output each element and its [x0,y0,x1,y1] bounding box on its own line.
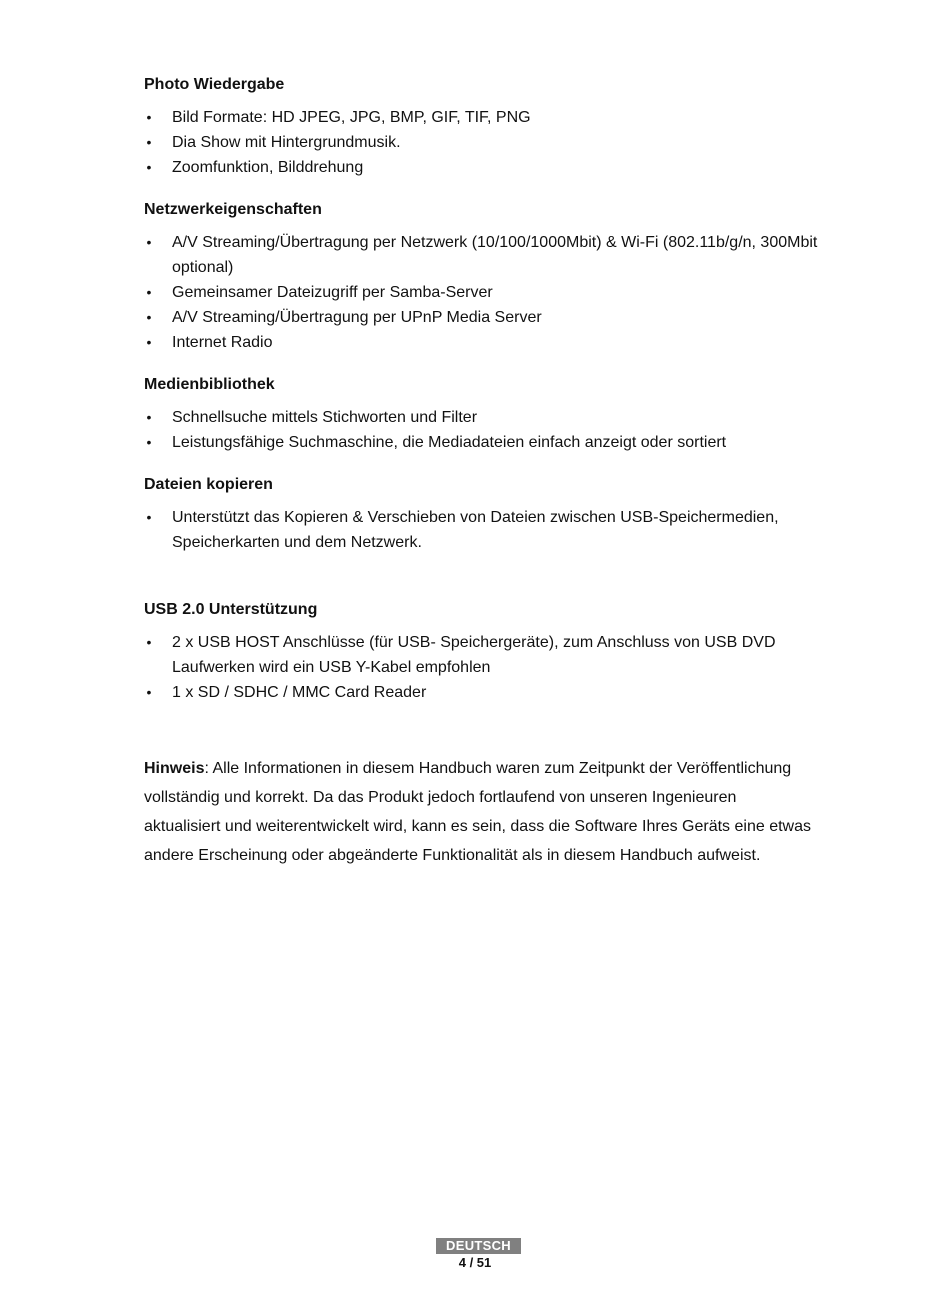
language-badge: DEUTSCH [436,1238,521,1254]
note-text: : Alle Informationen in diesem Handbuch waren zum Zeitpunkt der Veröffentlichung vollständig und korrekt. Da das Produkt jedoch fortlaufend von unseren Ingenieuren aktualisiert und weiterentwickelt wird, kann es sein, dass die Software Ihres Geräts eine etwas andere Erscheinung oder abgeänderte Funktionalität als in diesem Handbuch aufweist. [144,760,811,864]
section-heading: Netzwerkeigenschaften [144,201,322,218]
note-paragraph [144,754,814,870]
bullet-list [144,230,824,355]
bullet-icon: • [146,434,152,450]
list-item-text: Gemeinsamer Dateizugriff per Samba-Server [172,284,493,301]
section-photo-wiedergabe [144,75,824,180]
section-netzwerkeigenschaften [144,200,824,355]
list-item [144,130,824,155]
bullet-icon: • [146,409,152,425]
list-item [144,505,824,555]
bullet-icon: • [146,634,152,650]
list-item-text: A/V Streaming/Übertragung per UPnP Media Server [172,309,542,326]
page-number: 4 / 51 [458,1255,492,1270]
list-item-text: Leistungsfähige Suchmaschine, die Mediadateien einfach anzeigt oder sortiert [172,434,727,451]
section-usb-unterstuetzung [144,600,824,705]
list-item-text: 2 x USB HOST Anschlüsse (für USB- Speichergeräte), zum Anschluss von USB DVD Laufwerken wird ein USB Y-Kabel empfohlen [172,634,776,676]
list-item-text: Schnellsuche mittels Stichworten und Filter [172,409,478,426]
list-item [144,430,824,455]
list-item [144,230,824,280]
bullet-icon: • [146,684,152,700]
list-item [144,155,824,180]
section-medienbibliothek [144,375,824,455]
bullet-list [144,405,824,455]
list-item-text: 1 x SD / SDHC / MMC Card Reader [172,684,427,701]
list-item [144,280,824,305]
bullet-icon: • [146,134,152,150]
bullet-icon: • [146,159,152,175]
section-heading: USB 2.0 Unterstützung [144,601,318,618]
section-heading: Photo Wiedergabe [144,76,285,93]
section-dateien-kopieren [144,475,824,555]
section-heading: Medienbibliothek [144,376,275,393]
bullet-icon: • [146,284,152,300]
bullet-icon: • [146,334,152,350]
section-heading: Dateien kopieren [144,476,273,493]
bullet-icon: • [146,109,152,125]
bullet-list [144,505,824,555]
bullet-icon: • [146,234,152,250]
list-item-text: Bild Formate: HD JPEG, JPG, BMP, GIF, TIF, PNG [172,109,531,126]
list-item [144,330,824,355]
list-item [144,630,824,680]
bullet-list [144,630,824,705]
bullet-icon: • [146,509,152,525]
list-item-text: A/V Streaming/Übertragung per Netzwerk (10/100/1000Mbit) & Wi-Fi (802.11b/g/n, 300Mbit optional) [172,234,818,276]
list-item [144,105,824,130]
list-item [144,405,824,430]
list-item [144,305,824,330]
list-item-text: Dia Show mit Hintergrundmusik. [172,134,401,151]
list-item [144,680,824,705]
list-item-text: Zoomfunktion, Bilddrehung [172,159,364,176]
bullet-list [144,105,824,180]
list-item-text: Internet Radio [172,334,273,351]
list-item-text: Unterstützt das Kopieren & Verschieben von Dateien zwischen USB-Speichermedien, Speicherkarten und dem Netzwerk. [172,509,779,551]
note-label: Hinweis [144,760,205,777]
bullet-icon: • [146,309,152,325]
